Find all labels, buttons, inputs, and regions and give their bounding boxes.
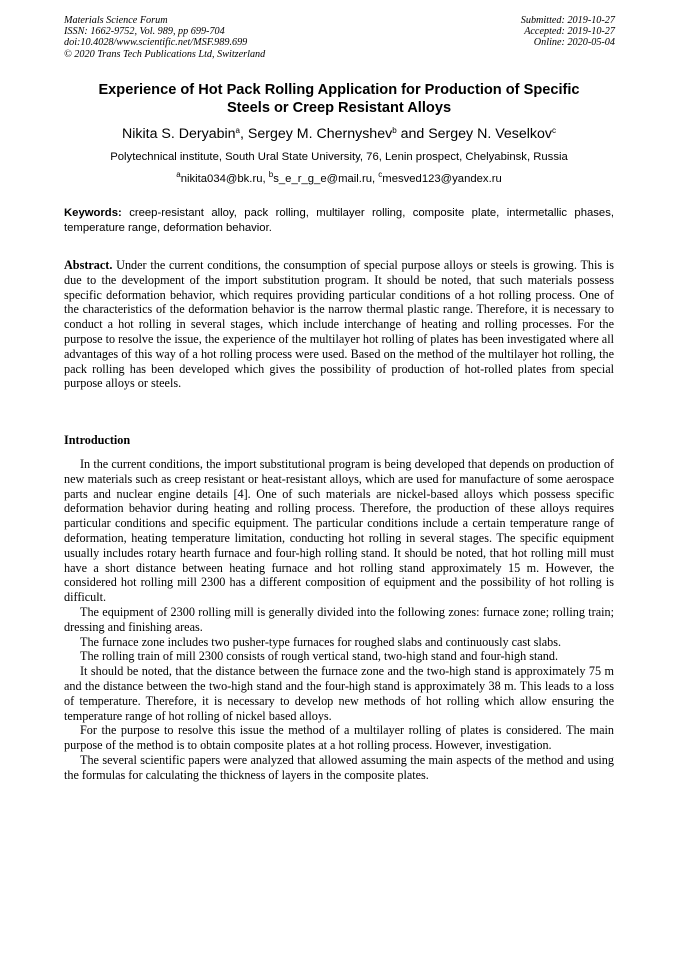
dates-info <box>521 15 615 49</box>
email-3-affil: c <box>378 170 383 179</box>
copyright: © 2020 Trans Tech Publications Ltd, Switzerland <box>64 48 266 60</box>
author-separator: and <box>396 126 429 142</box>
paragraph: The furnace zone includes two pusher-type furnaces for roughed slabs and continuously cast slabs. <box>80 634 562 649</box>
paragraph: It should be noted, that the distance between the furnace zone and the two-high stand is approximately 75 m and the distance between the two-high stand and the four-high stand is approximately 38 m. This leads to a loss of temperature. Therefore, it is necessary to develop new methods of hot rolling which allow ensuring the temperature range of hot rolling of nickel based alloys. <box>64 664 614 723</box>
paragraph: In the current conditions, the import substitutional program is being developed that depends on production of new materials such as creep resistant or heat-resistant alloys, which are used for manufacture of some aerospace parts and nuclear engine details [4]. One of such materials are nickel-based alloys which possess specific deformation behavior during heating and rolling process. Therefore, the production of these alloys requires particular conditions and specific equipment. The particular conditions include a certain temperature range of deformation, heating temperature limitation, conducting hot rolling in several stages. The specific equipment usually includes rotary hearth furnace and four-high rolling stand. It should be noted, that hot rolling mill must have a short distance between heating furnace and hot rolling stand approximately 15 m. However, the considered hot rolling mill 2300 has a different composition of equipment and the possibility of hot rolling is difficult. <box>64 457 614 605</box>
abstract-label: Abstract. <box>64 258 113 272</box>
author-3-affil: c <box>552 126 557 135</box>
email-1-affil: a <box>176 170 181 179</box>
email-1: nikita034@bk.ru, <box>180 173 269 185</box>
online-date: Online: 2020-05-04 <box>533 37 615 49</box>
keywords <box>64 206 614 235</box>
paragraph: The equipment of 2300 rolling mill is generally divided into the following zones: furnace zone; rolling train; dressing and finishing areas. <box>64 604 614 634</box>
keywords-text: creep-resistant alloy, pack rolling, multilayer rolling, composite plate, intermetallic phases, temperature range, deformation behavior. <box>64 207 614 234</box>
author-1-affil: a <box>235 126 240 135</box>
paragraph: The rolling train of mill 2300 consists of rough vertical stand, two-high stand and four-high stand. <box>80 649 559 664</box>
title-line-2: Steels or Creep Resistant Alloys <box>226 100 452 116</box>
paper-title <box>64 81 614 117</box>
journal-name: Materials Science Forum <box>64 15 168 26</box>
journal-info <box>64 15 265 60</box>
issn: ISSN: 1662-9752, Vol. 989, pp 699-704 <box>64 26 225 38</box>
email-2: s_e_r_g_e@mail.ru, <box>273 173 379 185</box>
abstract <box>64 258 614 391</box>
author-separator: , <box>239 126 248 142</box>
author-list <box>64 125 614 143</box>
submitted-date: Submitted: 2019-10-27 <box>520 15 615 26</box>
author-2: Sergey M. Chernyshev <box>247 126 393 142</box>
accepted-date: Accepted: 2019-10-27 <box>524 26 615 38</box>
paragraph: The several scientific papers were analyzed that allowed assuming the main aspects of the method and using the formulas for calculating the thickness of layers in the composite plates. <box>64 752 614 782</box>
introduction-body <box>64 457 614 783</box>
doi: doi:10.4028/www.scientific.net/MSF.989.699 <box>64 37 248 49</box>
section-heading-introduction: Introduction <box>64 433 131 447</box>
keywords-label: Keywords: <box>64 207 122 219</box>
email-3: mesved123@yandex.ru <box>382 173 502 185</box>
email-list <box>64 172 614 186</box>
abstract-text: Under the current conditions, the consumption of special purpose alloys or steels is growing. This is due to the development of the import substitution program. It should be noted, that such materials possess specific deformation behavior, which requires providing particular conditions of a hot rolling process. One of the characteristics of the deformation behavior is the narrow thermal plastic range. Therefore, it is necessary to conduct a hot rolling in several stages, which include interchange of heating and rolling processes. For the purpose to resolve the issue, the experience of the multilayer hot rolling of plates has been investigated where all advantages of this way of a hot rolling process were used. Based on the method of the multilayer hot rolling, the pack rolling has been developed which gives the possibility of production of hot-rolled plates from special purpose alloys or steels. <box>64 258 614 391</box>
affiliation: Polytechnical institute, South Ural State University, 76, Lenin prospect, Chelyabinsk, Russia <box>110 151 568 163</box>
author-1: Nikita S. Deryabin <box>121 126 236 142</box>
paragraph: For the purpose to resolve this issue the method of a multilayer rolling of plates is considered. The main purpose of the method is to obtain composite plates at a hot rolling process. However, investigation. <box>64 723 614 753</box>
author-3: Sergey N. Veselkov <box>428 126 553 142</box>
title-line-1: Experience of Hot Pack Rolling Application for Production of Specific <box>98 82 580 98</box>
author-2-affil: b <box>392 126 397 135</box>
email-2-affil: b <box>268 170 274 179</box>
